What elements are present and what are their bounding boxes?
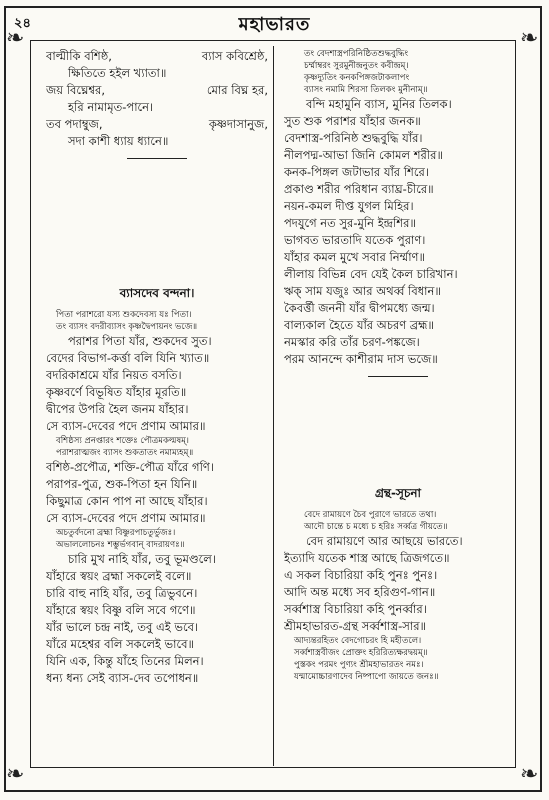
right-column — [284, 48, 512, 683]
verse-line: যাঁহারে স্বয়ং বিষ্ণু বলি সবে গণে॥ — [46, 603, 196, 617]
book-title: মহাভারত — [238, 14, 311, 35]
verse-line: সুত শুক পরাশর যাঁহার জনক॥ — [284, 114, 421, 128]
column-divider — [273, 46, 274, 766]
section-rule — [127, 158, 187, 159]
page-number: ২৪ — [14, 16, 31, 31]
verse-line: বেদশাস্ত্র-পরিনিষ্ঠ শুদ্ধবুদ্ধি যাঁর। — [284, 131, 423, 145]
sanskrit-line: অচতুর্বদনো ব্রহ্মা বিষ্ণুরপাচতুর্ভুজঃ। — [56, 528, 176, 538]
verse-line: যাঁরে মহেশ্বর বলি সকলেই ভাবে॥ — [46, 637, 194, 651]
verse-line: কৈবর্ত্তী জননী যাঁর দ্বীপমধ্যে জন্ম। — [284, 301, 435, 315]
verse-line: পরাশর পিতা যাঁর, শুকদেব সুত। — [68, 334, 212, 348]
verse-line: নয়ন-কমল দীপ্ত যুগল মিহির। — [284, 199, 414, 213]
verse-line: চারি বাহু নাহি যাঁর, তবু ত্রিভুবনে। — [46, 586, 198, 600]
sanskrit-line: ব্যাসং নমামি শিরসা তিলকং মুনীনাম্॥ — [304, 85, 428, 95]
verse-line: বদরিকাশ্রমে যাঁর নিয়ত বসতি। — [46, 368, 182, 382]
verse-line: লীলায় বিভিন্ন বেদ যেই কৈল চারিখান। — [284, 267, 458, 281]
sanskrit-line: যন্মামোচ্চারণাদেব নিষ্পাপো জায়তে জনঃ॥ — [294, 672, 439, 682]
verse-line: নমস্কার করি তাঁর চরণ-পঙ্কজে। — [284, 335, 420, 349]
verse-line: সর্ব্বশাস্ত্র বিচারিয়া কহি পুনর্ব্বার। — [284, 602, 427, 616]
verse-line: নীলপদ্ম-আভা জিনি কোমল শরীর॥ — [284, 148, 443, 162]
corner-ornament-icon: ❧ — [6, 26, 25, 51]
verse-line: পরাপর-পুত্র, শুক-পিতা হন যিনি॥ — [46, 477, 198, 491]
verse-line: যাঁহারে স্বয়ং ব্রহ্মা সকলেই বলে॥ — [46, 569, 192, 583]
verse-line: বাল্মীকি বশিষ্ঠ, ব্যাস কবিশ্রেষ্ঠ, — [46, 49, 268, 63]
verse-line: দ্বীপের উপরি হৈল জনম যাঁহার। — [46, 402, 189, 416]
verse-line: ঋক্ সাম যজুঃ আর অথর্ব্ব বিধান॥ — [284, 284, 441, 298]
sanskrit-line: আদৌ চান্তে চ মধ্যে চ হরিঃ সর্ব্বত্র গীয়তে॥ — [304, 522, 448, 532]
verse-line: শ্রীমহাভারত-গ্রন্থ সর্ব্বশাস্ত্র-সার॥ — [284, 619, 427, 633]
verse-line: চারি মুখ নাহি যাঁর, তবু ভূমণ্ডলে। — [68, 552, 216, 566]
verse-line: প্রকাণ্ড শরীর পরিধান ব্যাঘ্র-চীরে॥ — [284, 182, 434, 196]
sanskrit-line: কৃষ্ণদ্যুতিং কনকপিঙ্গজটাকলাপং — [304, 73, 410, 83]
corner-ornament-icon: ❧ — [520, 762, 539, 787]
sanskrit-line: পুস্তকং পরমং পুণ্যং শ্রীমহাভারতং নমঃ। — [294, 660, 424, 670]
verse-line: ধন্য ধন্য সেই ব্যাস-দেব তপোধন॥ — [46, 671, 199, 685]
sanskrit-line: আদ্যন্তরহিতং বেদগোচরং হি মহীতলে। — [294, 636, 422, 646]
sanskrit-line: পিতা পরাশরো যস্য শুকদেবস্য যঃ পিতা। — [56, 310, 192, 320]
verse-line: এ সকল বিচারিয়া কহি পুনঃ পুনঃ। — [284, 568, 438, 582]
verse-line: বেদ রামায়ণে আর আছয়ে ভারতে। — [306, 534, 463, 548]
corner-ornament-icon: ❧ — [6, 762, 25, 787]
section-heading: গ্রন্থ-সূচনা — [374, 486, 422, 500]
verse-line: বেদের বিভাগ-কর্ত্তা বলি যিনি খ্যাত॥ — [46, 351, 210, 365]
verse-line: ভাগবত ভারতাদি যতেক পুরাণ। — [284, 233, 426, 247]
sanskrit-line: পরাশরাত্মজং ব্যাসং শুকতাতং নমাম্যহম্॥ — [56, 448, 194, 458]
verse-line: কৃষ্ণবর্ণে বিভূষিত যাঁহার মূরতি॥ — [46, 385, 187, 399]
sanskrit-line: বশিষ্ঠস্য প্রনপ্তারং শক্তেঃ পৌত্রমকল্মষম্। — [56, 436, 189, 446]
verse-line: যিনি এক, কিন্তু যাঁহে তিনের মিলন। — [46, 654, 204, 668]
verse-line: যাঁর ভালে চন্দ্র নাই, তবু এই ভবে। — [46, 620, 199, 634]
section-rule — [368, 376, 428, 377]
verse-line: পদযুগে নত সুর-মুনি ইন্দ্রশির॥ — [284, 216, 416, 230]
verse-line: তব পদাম্বুজ, কৃষ্ণদাসানুজ, — [46, 117, 268, 131]
verse-line: সে ব্যাস-দেবের পদে প্রণাম আমার॥ — [46, 419, 206, 433]
verse-line: কনক-পিঙ্গল জটাভার যাঁর শিরে। — [284, 165, 429, 179]
verse-line: ইত্যাদি যতেক শাস্ত্র আছে ত্রিজগতে॥ — [284, 551, 450, 565]
verse-line: ক্ষিতিতে হইল খ্যাতা॥ — [68, 66, 167, 80]
verse-line: বন্দি মহামুনি ব্যাস, মুনির তিলক। — [306, 97, 452, 111]
verse-line: সদা কাশী ধ্যায় ধ্যানে॥ — [68, 134, 169, 148]
left-column — [46, 48, 268, 687]
verse-line: বশিষ্ঠ-প্রপৌত্র, শক্তি-পৌত্র যাঁরে গণি। — [46, 460, 214, 474]
sanskrit-line: তং বেদশাস্ত্রপরিনিষ্ঠিতশুদ্ধবুদ্ধিং — [304, 49, 409, 59]
verse-line: হরি নামামৃত-পানে। — [68, 100, 154, 114]
sanskrit-line: অভাললোচনঃ শম্ভুর্ভগবান্ বাদরায়ণঃ॥ — [56, 540, 185, 550]
verse-line: বাল্যকাল হৈতে যাঁর অচরণ ব্রহ্ম॥ — [284, 318, 434, 332]
corner-ornament-icon: ❧ — [520, 26, 539, 51]
sanskrit-line: সর্ব্বশাস্ত্রবীজং প্রোক্তং হরিরিত্যক্ষরদ্বয়ম্॥ — [294, 648, 428, 658]
verse-line: সে ব্যাস-দেবের পদে প্রণাম আমার॥ — [46, 511, 206, 525]
verse-line: পরম আনন্দে কাশীরাম দাস ভজে॥ — [284, 352, 438, 366]
sanskrit-line: তং ব্যাসং বদরীব্যাসং কৃষ্ণদ্বৈপায়নং ভজে॥ — [56, 322, 198, 332]
sanskrit-line: চর্ম্মাম্বরং সুরমুনীন্দ্রনুতং কবীন্দ্রম্। — [304, 61, 409, 71]
verse-line: কিছুমাত্র কোন পাপ না আছে যাঁহার। — [46, 494, 208, 508]
verse-line: জয় বিঘ্নেশ্বর, মোর বিঘ্ন হর, — [46, 83, 268, 97]
section-heading: ব্যাসদেব বন্দনা। — [119, 286, 195, 300]
verse-line: যাঁহার কমল মুখে সবার নির্ম্মাণ॥ — [284, 250, 425, 264]
verse-line: আদি অন্ত মধ্যে সব হরিগুণ-গান॥ — [284, 585, 436, 599]
sanskrit-line: বেদে রামায়ণে চৈব পুরাণে ভারতে তথা। — [304, 510, 437, 520]
